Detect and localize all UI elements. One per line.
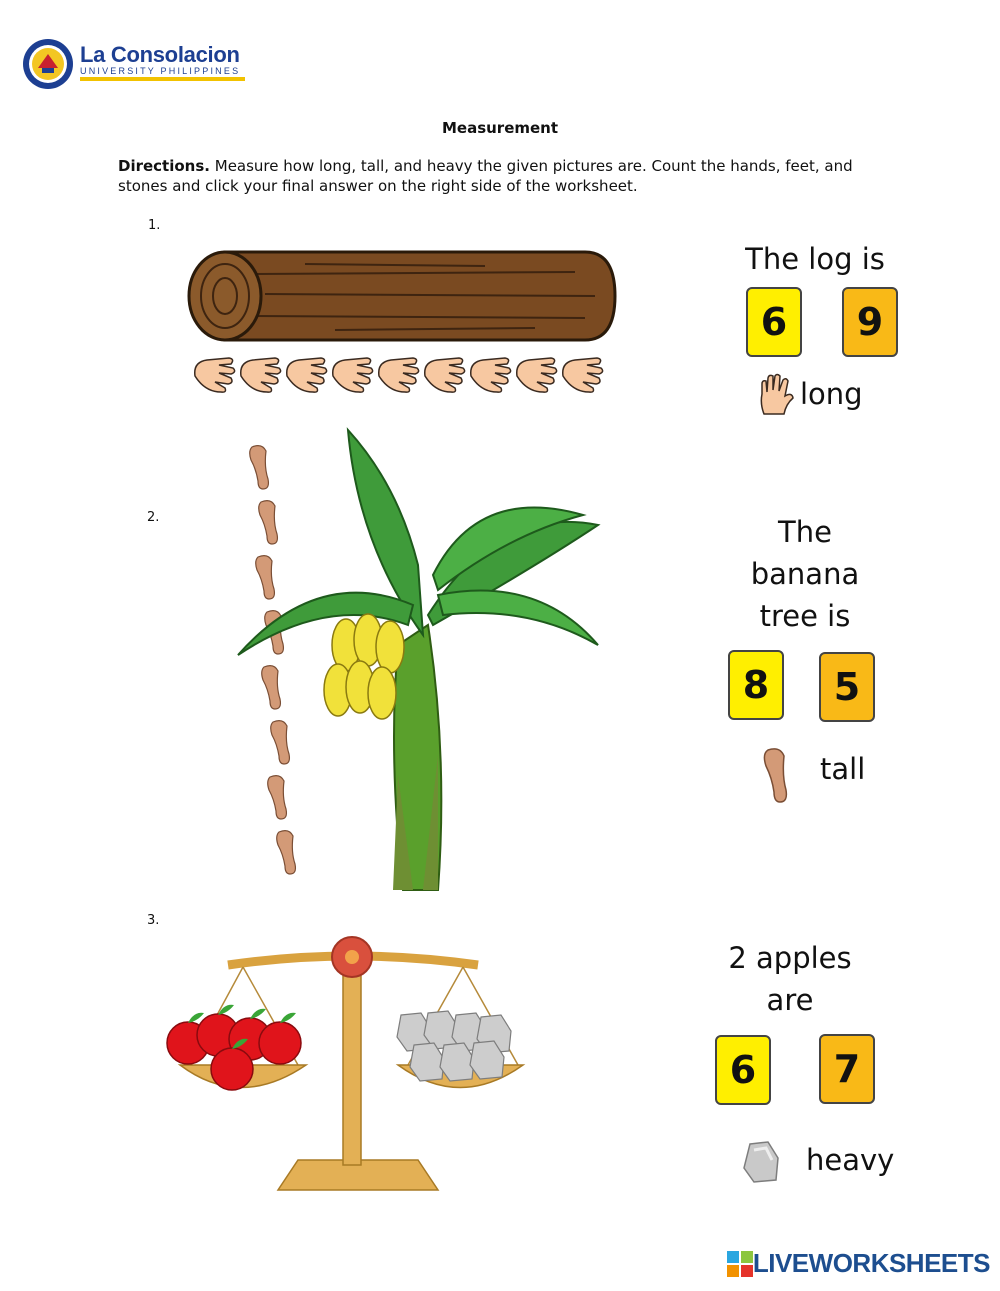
item-2-prompt xyxy=(720,511,890,637)
liveworksheets-logo-icon xyxy=(727,1251,753,1277)
logo-strip xyxy=(80,77,245,81)
hand-icon xyxy=(756,374,796,416)
item-1-unit: long xyxy=(800,377,863,411)
stone-icon xyxy=(742,1140,782,1184)
org-subtitle: UNIVERSITY PHILIPPINES xyxy=(80,66,241,76)
item-2-prompt-line: The xyxy=(778,515,832,549)
foot-icon xyxy=(760,746,792,804)
hand-icon xyxy=(333,358,373,392)
directions xyxy=(118,156,888,196)
hand-icon xyxy=(425,358,465,392)
item-number: 1. xyxy=(148,218,161,233)
hand-icon xyxy=(195,358,235,392)
directions-text: Measure how long, tall, and heavy the given pictures are. Count the hands, feet, and stones and click your final answer on the right side of the worksheet. xyxy=(118,157,853,195)
item-3-unit: heavy xyxy=(806,1143,895,1177)
hand-icon xyxy=(379,358,419,392)
item-3-prompt-line: 2 apples xyxy=(728,941,852,975)
footer-brand xyxy=(727,1248,990,1279)
hand-icon xyxy=(471,358,511,392)
foot-icon xyxy=(271,721,290,764)
item-2-unit: tall xyxy=(820,752,866,786)
foot-icon xyxy=(250,446,269,489)
item-1-choice-a[interactable]: 6 xyxy=(746,287,802,357)
foot-icon xyxy=(268,776,287,819)
hand-icon xyxy=(287,358,327,392)
foot-icon xyxy=(259,501,278,544)
hand-icon xyxy=(241,358,281,392)
item-2-choice-b[interactable]: 5 xyxy=(819,652,875,722)
balance-scale-illustration xyxy=(168,935,528,1195)
item-3-prompt-line: are xyxy=(766,983,814,1017)
hand-icon xyxy=(563,358,603,392)
org-name: La Consolacion xyxy=(80,42,240,67)
item-3-prompt xyxy=(705,937,875,1021)
item-2-prompt-line: tree is xyxy=(759,599,851,633)
university-seal-logo xyxy=(22,38,74,90)
foot-icon xyxy=(256,556,275,599)
page-title: Measurement xyxy=(441,119,559,137)
item-3-choice-b[interactable]: 7 xyxy=(819,1034,875,1104)
hand-icon xyxy=(517,358,557,392)
item-2-prompt-line: banana xyxy=(750,557,860,591)
item-number: 3. xyxy=(147,913,160,928)
apple-icon xyxy=(259,1013,301,1064)
item-number: 2. xyxy=(147,510,160,525)
item-2-choice-a[interactable]: 8 xyxy=(728,650,784,720)
log-illustration xyxy=(185,244,625,404)
foot-icon xyxy=(262,666,281,709)
directions-label: Directions. xyxy=(118,157,210,175)
banana-tree-illustration xyxy=(238,425,608,895)
item-1-choice-b[interactable]: 9 xyxy=(842,287,898,357)
item-3-choice-a[interactable]: 6 xyxy=(715,1035,771,1105)
item-1-prompt: The log is xyxy=(745,242,885,276)
footer-brand-text: LIVEWORKSHEETS xyxy=(752,1248,990,1278)
foot-icon xyxy=(277,831,296,874)
